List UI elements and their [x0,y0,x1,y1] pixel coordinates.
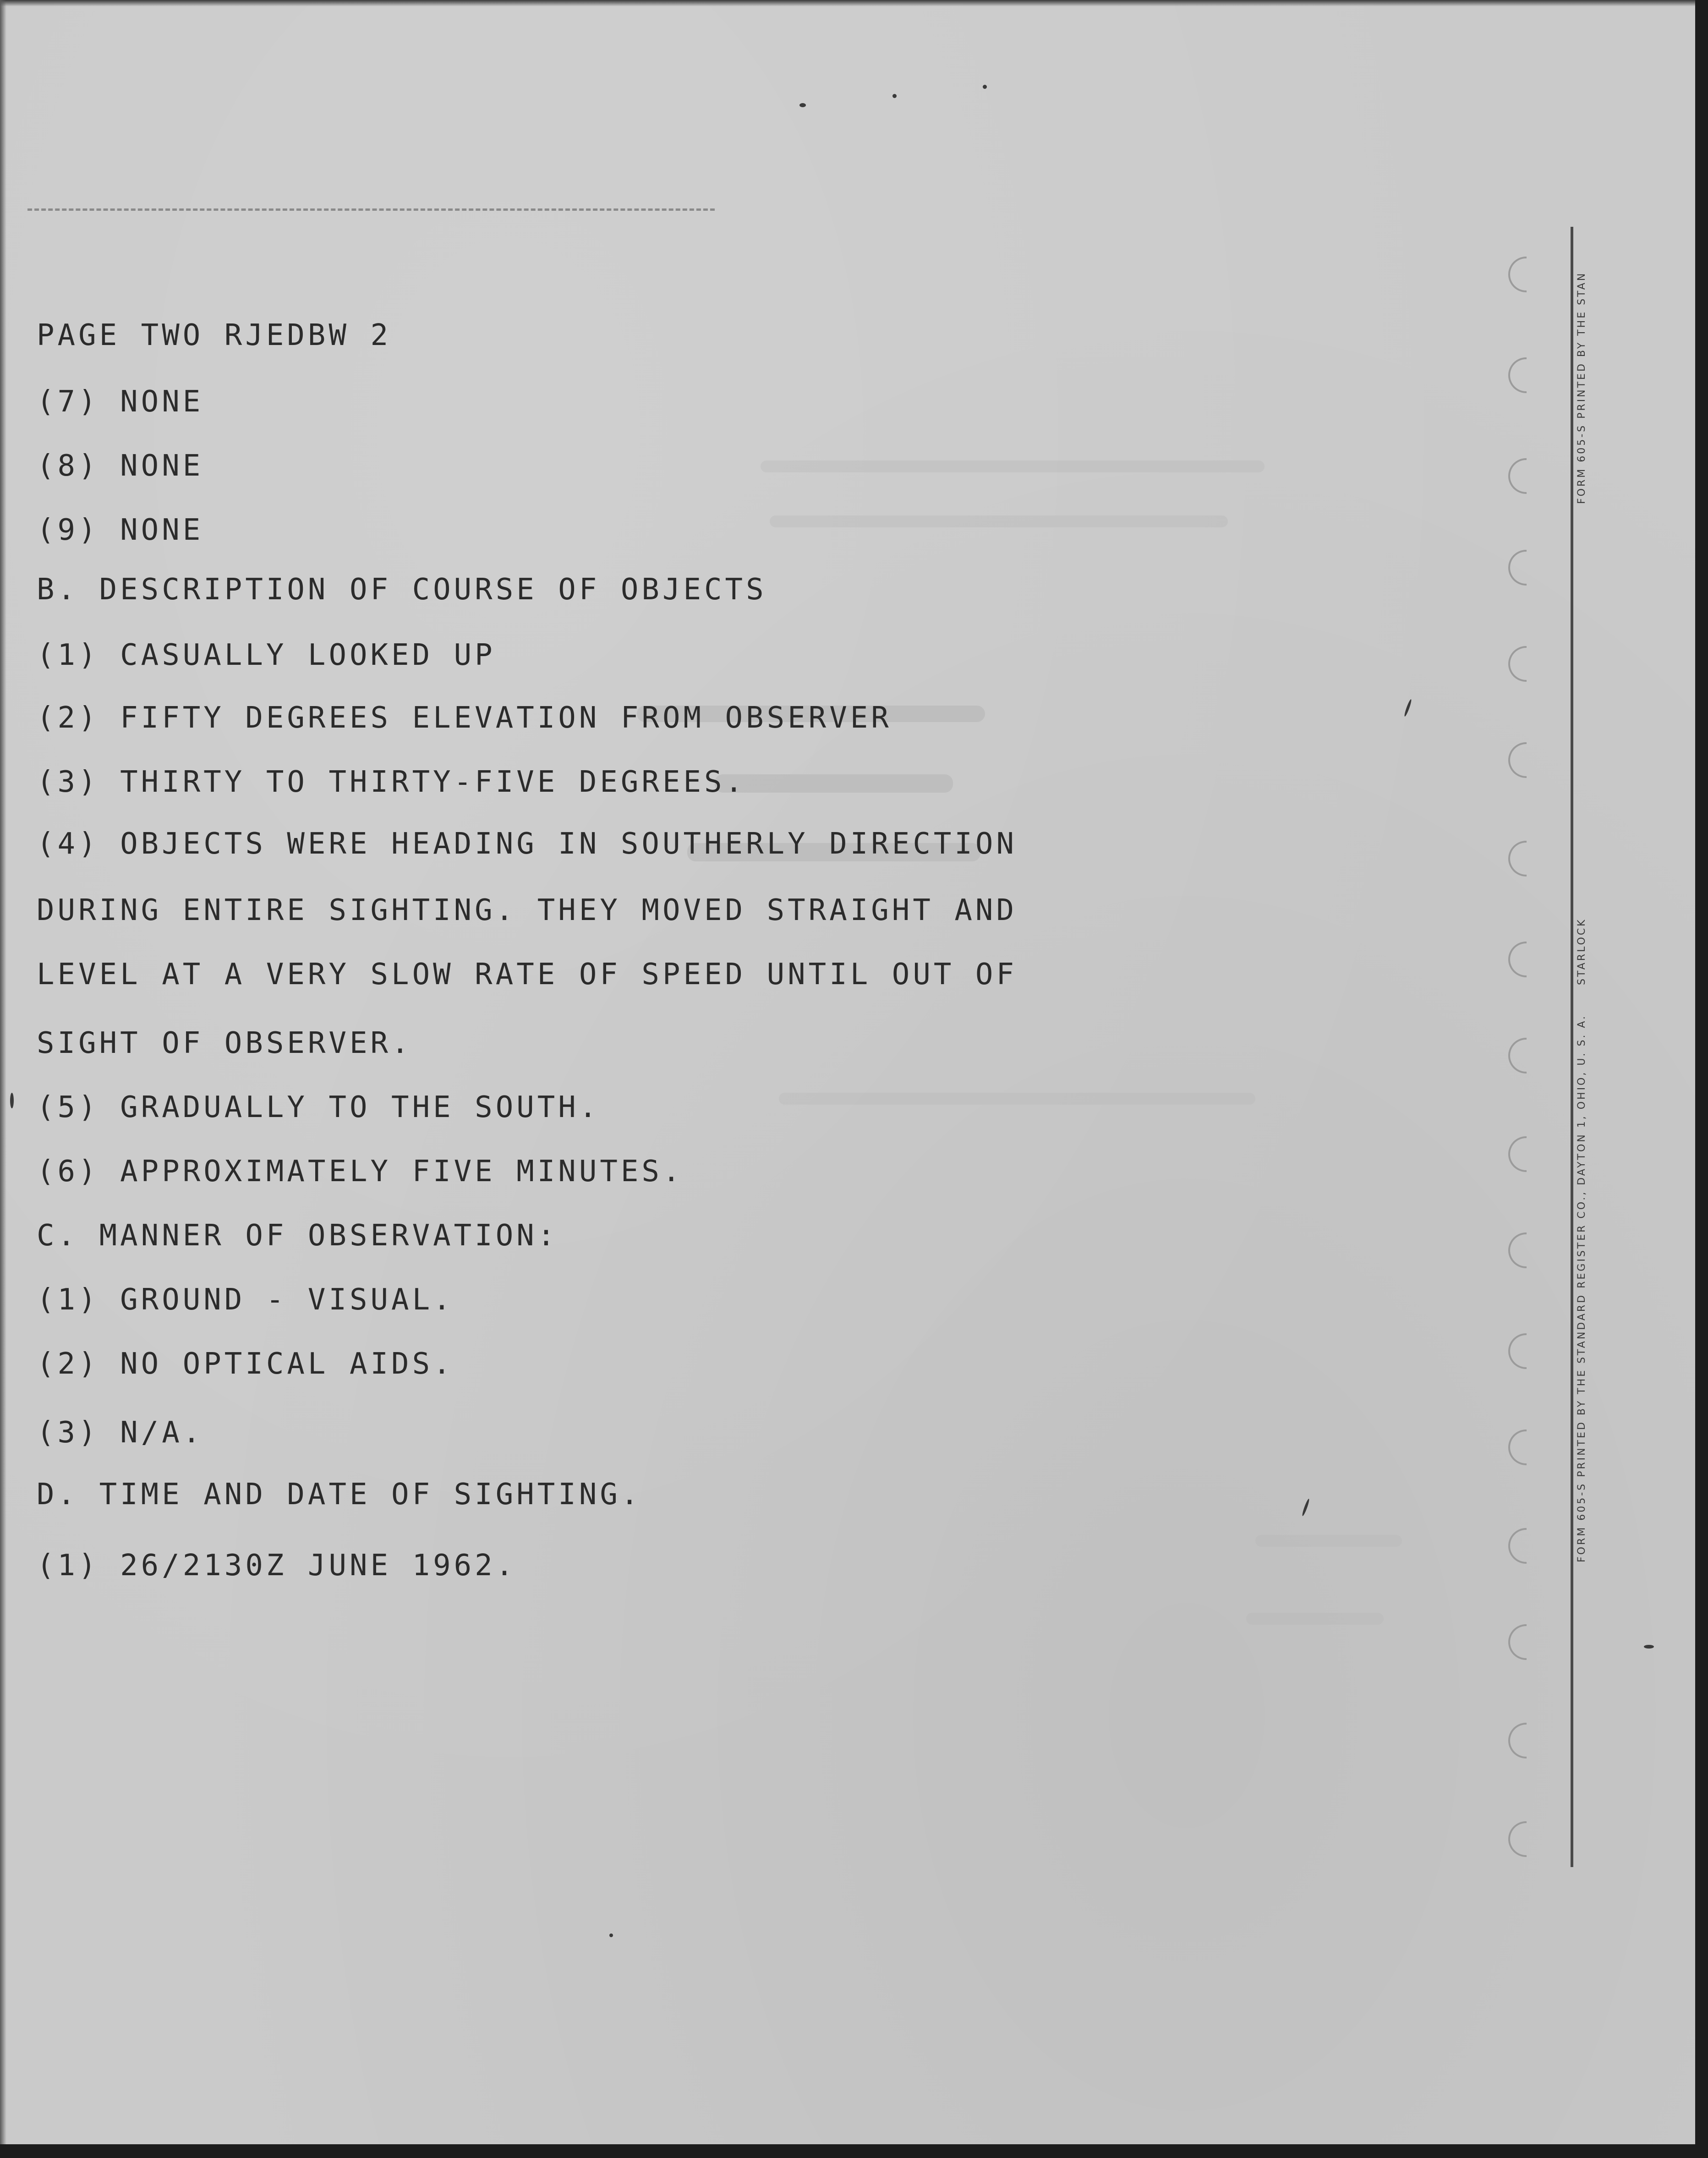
document-line: LEVEL AT A VERY SLOW RATE OF SPEED UNTIL OUT OF [37,958,1017,991]
feed-perforation [1508,1624,1527,1660]
scan-edge-bottom [0,2144,1708,2158]
feed-perforation [1508,942,1527,977]
feed-perforation [1508,1038,1527,1074]
feed-perforation [1508,550,1527,586]
ink-speck [983,85,987,89]
section-heading-b: B. DESCRIPTION OF COURSE OF OBJECTS [37,573,767,607]
document-line: (2) NO OPTICAL AIDS. [37,1347,454,1381]
scan-edge-top [0,0,1708,6]
document-line: (1) 26/2130Z JUNE 1962. [37,1549,517,1583]
form-imprint-middle: STARLOCK [1576,918,1588,985]
page-header-line: PAGE TWO RJEDBW 2 [37,318,392,352]
show-through-text [761,460,1265,472]
section-heading-c: C. MANNER OF OBSERVATION: [37,1219,558,1253]
feed-perforation [1508,1232,1527,1268]
document-line: (9) NONE [37,513,204,547]
document-line: (3) THIRTY TO THIRTY-FIVE DEGREES. [37,765,746,799]
ink-speck [1644,1645,1654,1649]
show-through-smudge [715,774,953,793]
document-line: (6) APPROXIMATELY FIVE MINUTES. [37,1155,684,1189]
ink-mark [1301,1498,1310,1517]
document-line: (5) GRADUALLY TO THE SOUTH. [37,1090,600,1124]
feed-perforation [1508,646,1527,682]
feed-perforation [1508,1821,1527,1857]
feed-perforation [1508,1430,1527,1465]
document-line: (3) N/A. [37,1416,204,1450]
scan-edge-right [1695,0,1708,2158]
feed-perforation [1508,841,1527,876]
document-line: (7) NONE [37,385,204,419]
ink-speck [609,1933,613,1937]
show-through-text [770,515,1228,527]
feed-perforation [1508,1333,1527,1369]
document-line: (1) CASUALLY LOOKED UP [37,638,496,672]
ink-mark [10,1093,14,1108]
form-imprint-upper: FORM 605-S PRINTED BY THE STAN [1576,271,1588,504]
form-imprint-lower: FORM 605-S PRINTED BY THE STANDARD REGISTER CO., DAYTON 1, OHIO, U. S. A. [1576,1014,1588,1562]
form-margin-rule [1571,227,1573,1867]
ink-mark [1403,699,1412,717]
document-line: (8) NONE [37,449,204,483]
feed-perforation [1508,1528,1527,1564]
document-line: (4) OBJECTS WERE HEADING IN SOUTHERLY DIRECTION [37,827,1017,861]
show-through-text [1255,1535,1402,1547]
feed-perforation [1508,257,1527,292]
document-line: (2) FIFTY DEGREES ELEVATION FROM OBSERVER [37,701,892,735]
feed-perforation [1508,458,1527,494]
show-through-text [779,1093,1255,1105]
feed-perforation [1508,357,1527,393]
document-line: SIGHT OF OBSERVER. [37,1026,412,1060]
feed-perforation [1508,1723,1527,1758]
perforation-tear-line [27,208,715,211]
ink-speck [799,103,806,107]
feed-perforation [1508,742,1527,778]
document-line: (1) GROUND - VISUAL. [37,1283,454,1317]
scan-edge-left [0,0,6,2158]
ink-speck [892,94,897,98]
feed-perforation [1508,1136,1527,1172]
show-through-text [1246,1613,1384,1625]
document-line: DURING ENTIRE SIGHTING. THEY MOVED STRAIGHT AND [37,893,1017,927]
section-heading-d: D. TIME AND DATE OF SIGHTING. [37,1478,642,1512]
